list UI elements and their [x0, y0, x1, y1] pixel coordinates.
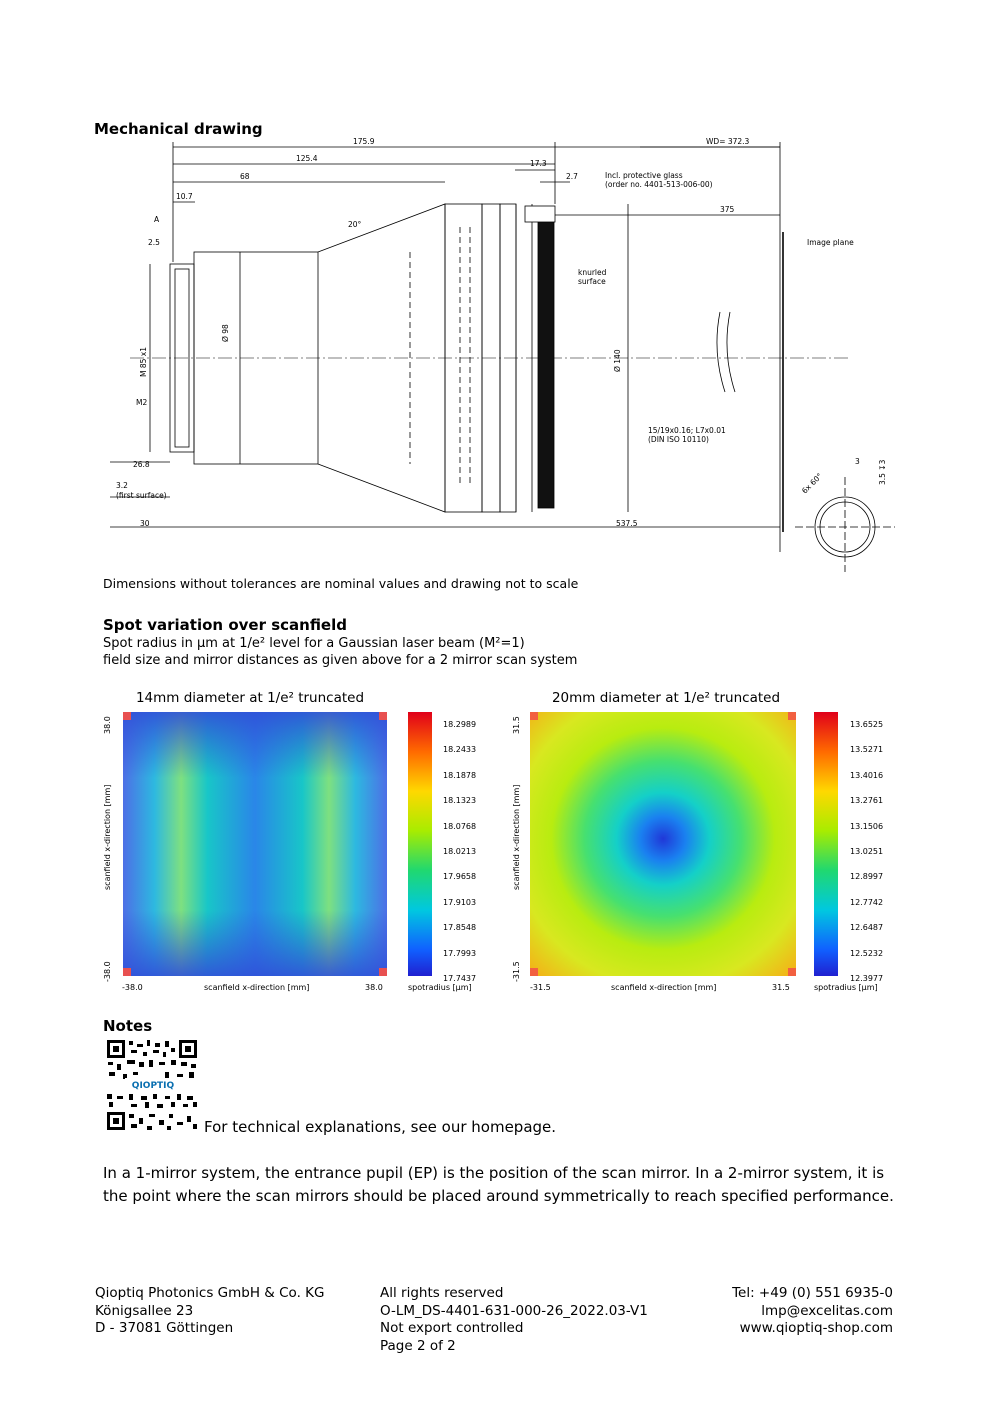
- spot-line-2: field size and mirror distances as given above for a 2 mirror scan system: [103, 653, 578, 668]
- plot-2-title: 20mm diameter at 1/e² truncated: [551, 690, 781, 706]
- dim-first-surface: (first surface): [116, 491, 167, 500]
- cbar-tick: 13.4016: [850, 770, 884, 780]
- cbar-tick: 12.6487: [850, 923, 884, 933]
- qr-logo-text: QIOPTIQ: [131, 1081, 175, 1091]
- plot-1-cbar-ticks: [443, 712, 476, 991]
- footer-export: Not export controlled: [380, 1320, 524, 1336]
- plot-2-xmax: 31.5: [772, 983, 790, 992]
- plot-1-xlabel: scanfield x-direction [mm]: [204, 983, 310, 992]
- cbar-tick: 12.3977: [850, 974, 884, 984]
- plot-1-cbar-label: spotradius [µm]: [408, 983, 472, 992]
- dim-3: 3: [855, 457, 860, 466]
- dim-wd: WD= 372.3: [706, 137, 750, 146]
- cbar-tick: 13.0251: [850, 847, 884, 857]
- mechanical-drawing: [100, 132, 900, 572]
- dim-175-9: 175.9: [353, 137, 375, 146]
- plot-1-title: 14mm diameter at 1/e² truncated: [135, 690, 365, 706]
- cbar-tick: 17.9658: [443, 872, 477, 882]
- plot-1-ylabel: scanfield x-direction [mm]: [103, 784, 112, 890]
- cbar-tick: 17.7437: [443, 974, 477, 984]
- knurled-label: knurled: [578, 268, 607, 277]
- spot-line-1: Spot radius in µm at 1/e² level for a Gaussian laser beam (M²=1): [103, 636, 525, 651]
- footer-email[interactable]: lmp@excelitas.com: [761, 1302, 893, 1319]
- mechanical-heading: Mechanical drawing: [94, 120, 263, 138]
- dim-6x60: 6x 60°: [800, 471, 825, 496]
- footer-city: D - 37081 Göttingen: [95, 1320, 234, 1336]
- footer-street: Königsallee 23: [95, 1302, 194, 1319]
- incl-glass-label: Incl. protective glass: [605, 171, 683, 180]
- dim-m85: M 85 x1: [139, 347, 148, 377]
- plot-2: [508, 690, 898, 1000]
- plot-2-xmin: -31.5: [530, 983, 551, 992]
- cbar-tick: 17.7993: [443, 948, 477, 958]
- plot-2-ymin: -31.5: [512, 961, 521, 982]
- cbar-tick: 12.7742: [850, 897, 884, 907]
- footer-doc-info: [380, 1285, 648, 1355]
- knurled-label-2: surface: [578, 277, 606, 286]
- notes-heading: Notes: [103, 1017, 153, 1035]
- dim-68: 68: [240, 172, 250, 181]
- notes-paragraph: In a 1-mirror system, the entrance pupil (EP) is the position of the scan mirror. In a 2-mirror system, it is the point where the scan mirrors should be placed around symmetrically to reach specified performance.: [103, 1164, 894, 1205]
- footer-rights: All rights reserved: [380, 1285, 504, 1301]
- cbar-tick: 18.1323: [443, 796, 477, 806]
- footer-page-number: Page 2 of 2: [380, 1337, 456, 1354]
- qr-code[interactable]: [105, 1038, 199, 1132]
- dim-537-5: 537.5: [616, 519, 638, 528]
- footer-address: [95, 1285, 324, 1338]
- cbar-tick: 18.2989: [443, 720, 477, 729]
- dim-20deg: 20°: [348, 220, 362, 229]
- cbar-tick: 13.5271: [850, 745, 884, 755]
- footer-tel: Tel: +49 (0) 551 6935-0: [732, 1285, 893, 1301]
- cbar-tick: 17.8548: [443, 923, 477, 933]
- footer-contact: [732, 1285, 893, 1338]
- dim-2-7: 2.7: [566, 172, 578, 181]
- dim-10-7: 10.7: [176, 192, 193, 201]
- plot-2-cbar-ticks: [850, 712, 883, 991]
- homepage-link[interactable]: For technical explanations, see our homepage.: [204, 1118, 557, 1136]
- plot-2-cbar-label: spotradius [µm]: [814, 983, 878, 992]
- cbar-tick: 13.1506: [850, 821, 884, 831]
- thread-spec: 15/19x0.16; L7x0.01: [648, 426, 726, 435]
- dim-3-5: 3.5 ↧3: [878, 459, 887, 485]
- dim-3-2: 3.2: [116, 481, 128, 490]
- qr-code-icon: [105, 1038, 199, 1132]
- datum-a: A: [154, 215, 160, 224]
- dim-30: 30: [140, 519, 150, 528]
- dim-m2: M2: [136, 398, 148, 407]
- cbar-tick: 13.2761: [850, 796, 884, 806]
- plot-1-ymax: 38.0: [103, 716, 112, 734]
- footer-company: Qioptiq Photonics GmbH & Co. KG: [95, 1285, 325, 1301]
- plot-1: [100, 690, 480, 1000]
- dim-2-5: 2.5: [148, 238, 160, 247]
- dim-125-4: 125.4: [296, 154, 318, 163]
- footer-web[interactable]: www.qioptiq-shop.com: [739, 1320, 893, 1336]
- image-plane-label: Image plane: [807, 238, 854, 247]
- dim-26-8: 26.8: [133, 460, 150, 469]
- dim-375: 375: [720, 205, 735, 214]
- cbar-tick: 18.0213: [443, 847, 477, 857]
- cbar-tick: 13.6525: [850, 720, 884, 729]
- cbar-tick: 18.1878: [443, 770, 477, 780]
- drawing-note: Dimensions without tolerances are nominal values and drawing not to scale: [103, 576, 579, 591]
- dim-d140: Ø 140: [613, 349, 622, 372]
- footer-docid: O-LM_DS-4401-631-000-26_2022.03-V1: [380, 1302, 648, 1319]
- plot-1-xmin: -38.0: [122, 983, 143, 992]
- cbar-tick: 12.5232: [850, 948, 884, 958]
- cbar-tick: 12.8997: [850, 872, 884, 882]
- cbar-tick: 18.2433: [443, 745, 477, 755]
- dim-d98: Ø 98: [221, 324, 230, 342]
- plot-2-ylabel: scanfield x-direction [mm]: [512, 784, 521, 890]
- plot-1-xmax: 38.0: [365, 983, 383, 992]
- cbar-tick: 18.0768: [443, 821, 477, 831]
- thread-spec-2: (DIN ISO 10110): [648, 435, 709, 444]
- incl-glass-order: (order no. 4401-513-006-00): [605, 180, 713, 189]
- cbar-tick: 17.9103: [443, 897, 477, 907]
- dim-17-3: 17.3: [530, 159, 547, 168]
- spot-heading: Spot variation over scanfield: [103, 616, 347, 634]
- plot-2-xlabel: scanfield x-direction [mm]: [611, 983, 717, 992]
- plot-1-ymin: -38.0: [103, 961, 112, 982]
- plot-2-ymax: 31.5: [512, 716, 521, 734]
